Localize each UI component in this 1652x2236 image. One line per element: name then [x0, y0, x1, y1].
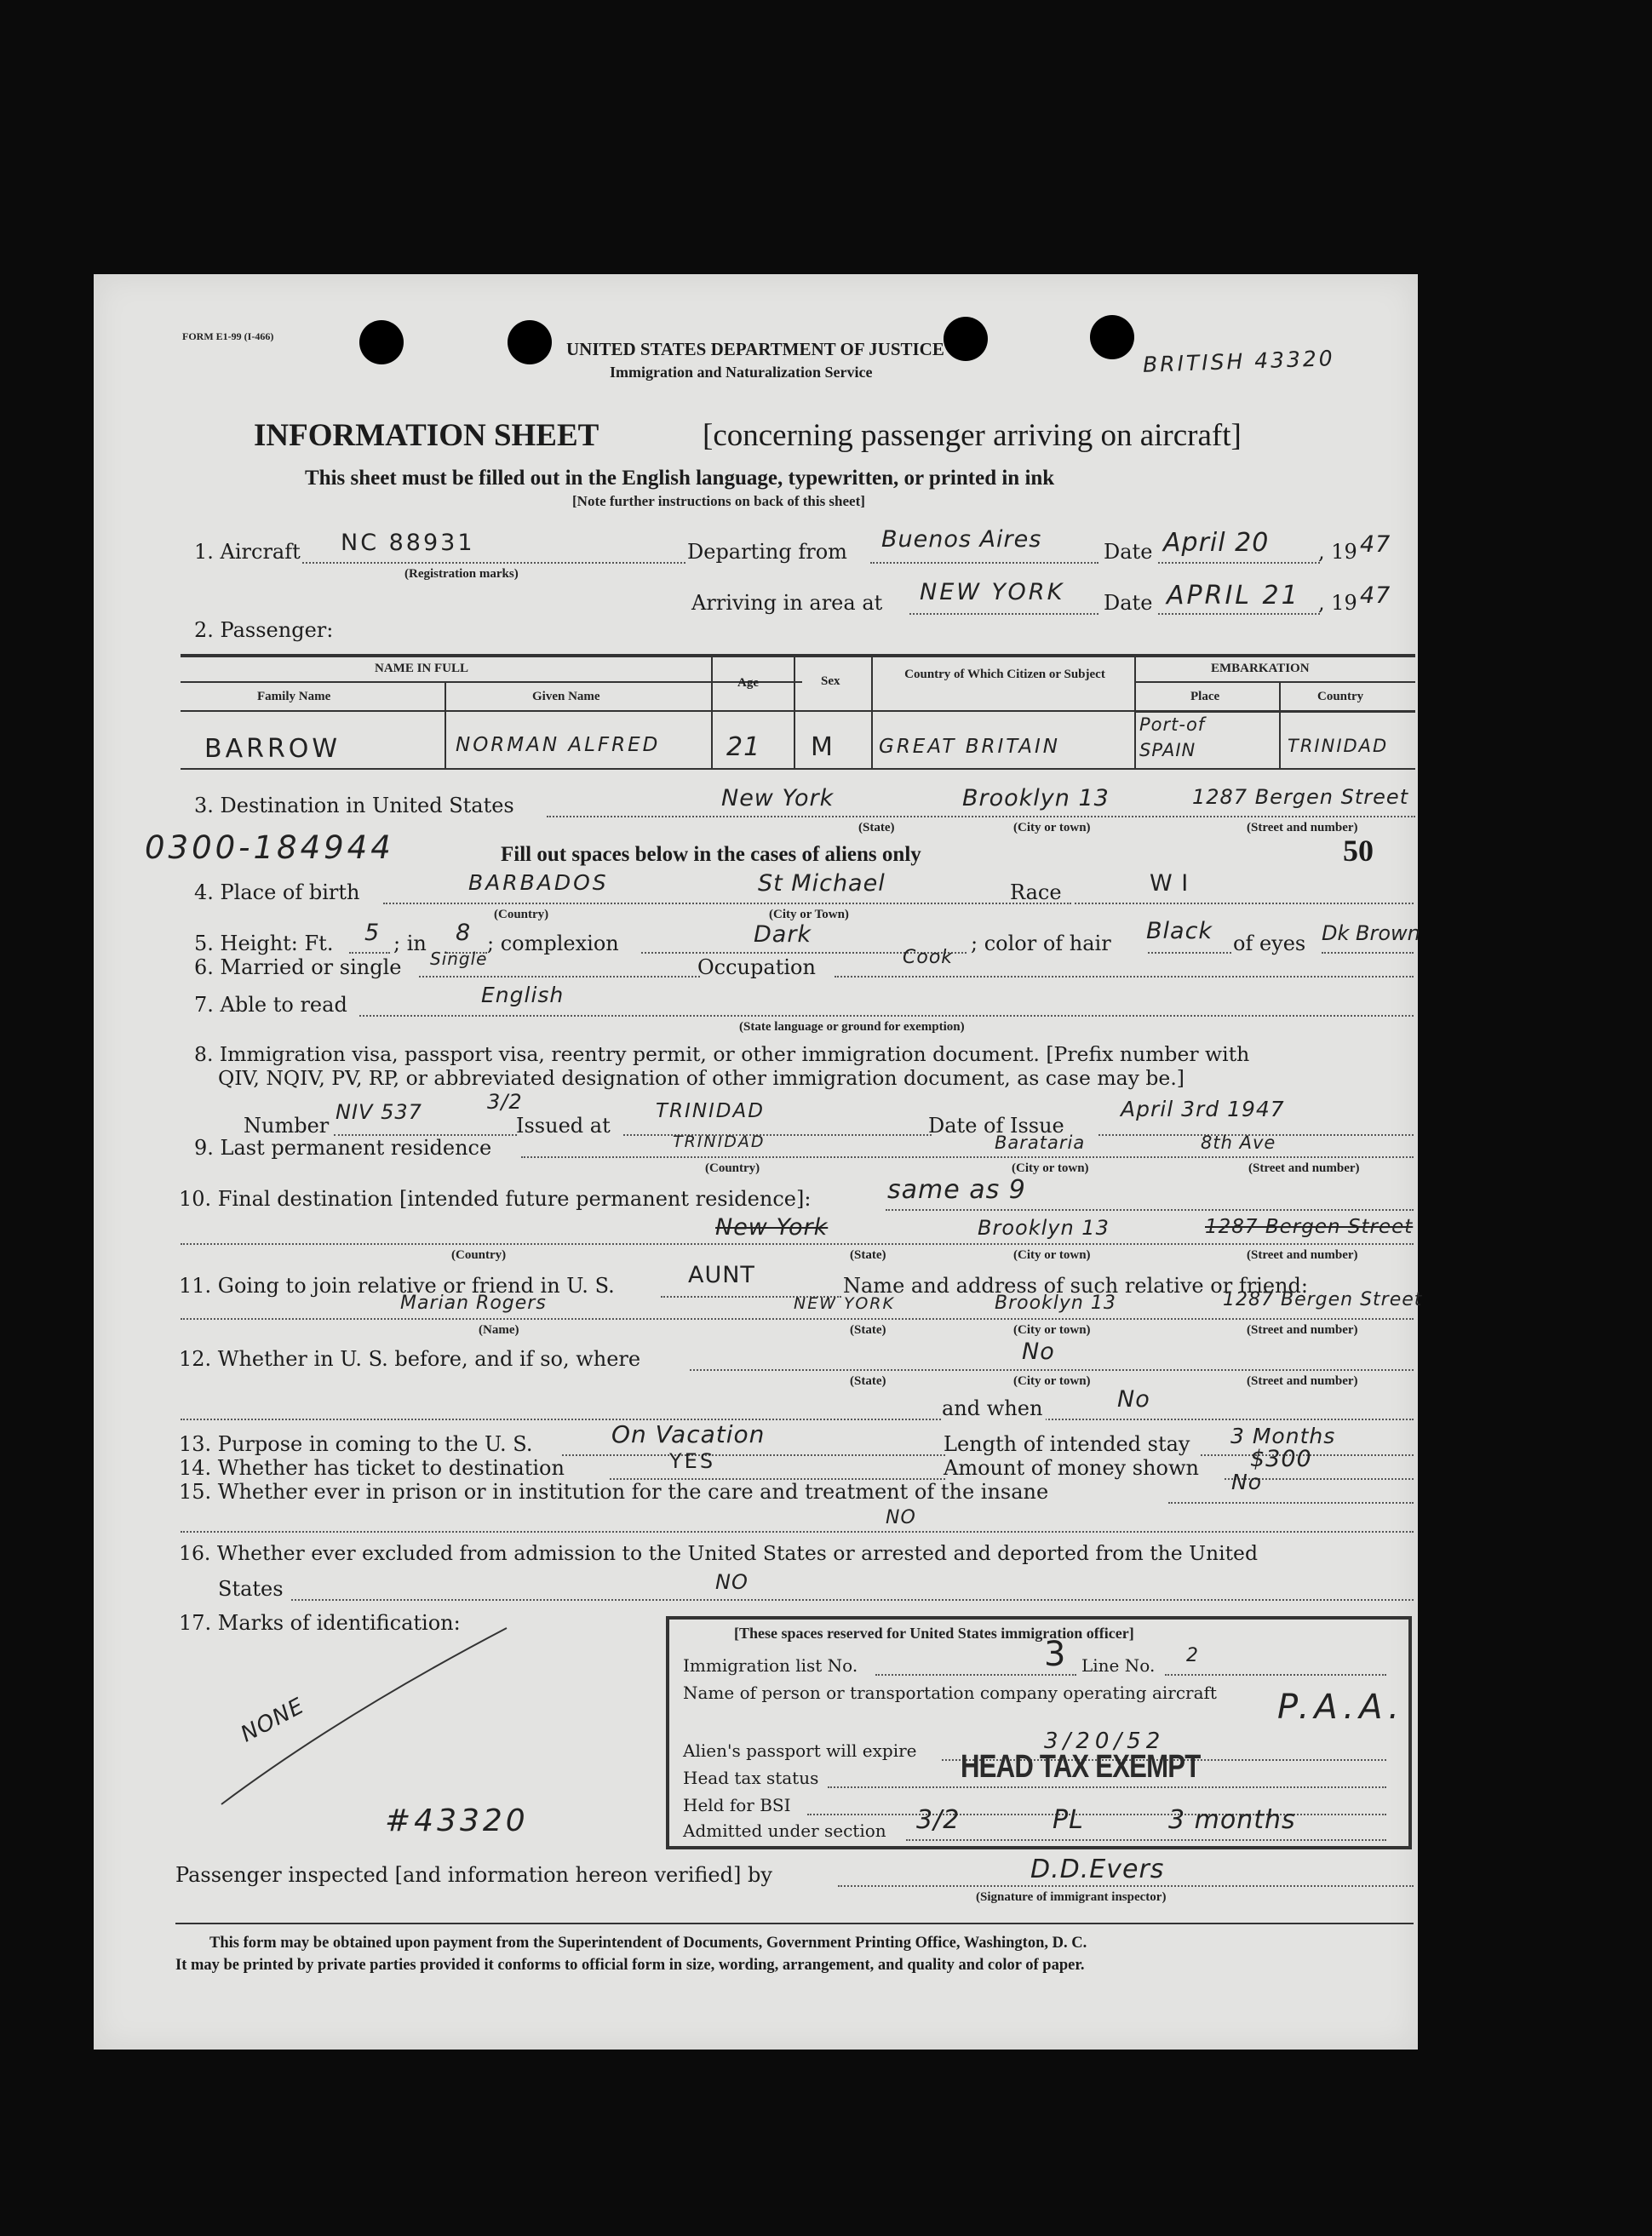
join-relative-label: 11. Going to join relative or friend in U. S. [179, 1274, 615, 1298]
visa-number-label: Number [244, 1114, 330, 1138]
ticket-value: YES [669, 1449, 716, 1473]
last-residence-country: TRINIDAD [673, 1132, 766, 1151]
eyes-value: Dk Brown [1322, 921, 1420, 945]
height-label: 5. Height: Ft. [194, 932, 334, 955]
service-name: Immigration and Naturalization Service [610, 364, 873, 381]
excluded-label-line1: 16. Whether ever excluded from admission to the United States or arrested and deported from the United [179, 1541, 1259, 1565]
relative-street: 1287 Bergen Street [1223, 1289, 1423, 1310]
arriving-value: NEW YORK [920, 579, 1065, 605]
destination-street: 1287 Bergen Street [1192, 785, 1409, 809]
complexion-label: ; complexion [487, 932, 619, 955]
issued-at-label: Issued at [516, 1114, 611, 1138]
birth-country: BARBADOS [468, 870, 609, 895]
form-subtitle: [concerning passenger arriving on aircraft] [703, 418, 1242, 453]
city-caption-9: (City or town) [1012, 1161, 1089, 1175]
instruction-note: [Note further instructions on back of this sheet] [572, 493, 865, 509]
relative-name: Marian Rogers [400, 1293, 547, 1314]
final-destination-city: Brooklyn 13 [978, 1216, 1110, 1240]
immigration-list-label: Immigration list No. [683, 1655, 858, 1676]
arrival-date-label: Date [1104, 591, 1153, 615]
punch-hole-icon [508, 320, 552, 364]
purpose-value: On Vacation [611, 1420, 766, 1448]
relative-city: Brooklyn 13 [995, 1293, 1116, 1314]
arrival-date-value: APRIL 21 [1167, 581, 1300, 611]
prison-value-2: NO [886, 1507, 916, 1528]
state-caption-11: (State) [850, 1323, 886, 1337]
footer-line2: It may be printed by private parties provided it conforms to official form in size, wording, arrangement, and quality and color of paper. [175, 1957, 1085, 1974]
visa-description-line2: QIV, NQIV, PV, RP, or abbreviated designation of other immigration document, as case may be.] [218, 1066, 1185, 1090]
able-to-read-value: English [481, 983, 565, 1007]
admitted-section-label: Admitted under section [683, 1820, 886, 1841]
arriving-label: Arriving in area at [691, 591, 883, 615]
visa-number-note: 3/2 [487, 1090, 523, 1114]
city-caption: (City or town) [1013, 821, 1091, 834]
hair-value: Black [1146, 918, 1213, 944]
operating-company-label: Name of person or transportation company operating aircraft [683, 1683, 1217, 1703]
aliens-only-heading: Fill out spaces below in the cases of aliens only [501, 843, 921, 866]
identification-value: NONE [237, 1693, 309, 1748]
embarkation-country-header: Country [1317, 690, 1364, 703]
age-cell: 21 [726, 732, 761, 762]
operating-company-value: P.A.A. [1277, 1688, 1404, 1727]
race-value: W I [1150, 870, 1190, 897]
occupation-value: Cook [903, 947, 954, 968]
excluded-label-line2: States [218, 1577, 284, 1601]
place-header: Place [1190, 690, 1220, 703]
age-header: Age [737, 676, 759, 690]
complexion-value: Dark [754, 921, 812, 948]
name-caption-11: (Name) [479, 1323, 519, 1337]
state-caption-10: (State) [850, 1248, 886, 1262]
passenger-label: 2. Passenger: [194, 618, 334, 642]
prison-value: No [1231, 1470, 1262, 1494]
line-number-label: Line No. [1081, 1655, 1156, 1676]
city-caption-11: (City or town) [1013, 1323, 1091, 1337]
money-value: $300 [1250, 1446, 1312, 1472]
money-label: Amount of money shown [944, 1456, 1199, 1480]
country-caption-9: (Country) [705, 1161, 760, 1175]
visa-description-line1: 8. Immigration visa, passport visa, reentry permit, or other immigration document. [Prefix number with [194, 1042, 1250, 1066]
name-in-full-header: NAME IN FULL [375, 662, 469, 675]
stay-label: Length of intended stay [944, 1432, 1190, 1456]
stamp-number: 50 [1343, 834, 1374, 868]
reference-number: #43320 [385, 1803, 529, 1838]
departure-date-value: April 20 [1163, 528, 1270, 558]
arrival-year-value: 47 [1360, 582, 1391, 609]
admitted-section-extra: PL [1053, 1805, 1084, 1835]
departing-label: Departing from [687, 540, 847, 564]
previous-visit-value: No [1022, 1339, 1055, 1365]
eyes-label: of eyes [1233, 932, 1306, 955]
stay-value: 3 Months [1230, 1424, 1336, 1448]
marital-value: Single [430, 949, 488, 969]
street-caption-11: (Street and number) [1247, 1323, 1358, 1337]
officer-box-title: [These spaces reserved for United States immigration officer] [734, 1625, 1134, 1642]
destination-state: New York [721, 785, 835, 811]
immigration-list-value: 3 [1044, 1635, 1067, 1674]
occupation-label: Occupation [697, 955, 816, 979]
passport-expiry-label: Alien's passport will expire [683, 1740, 917, 1761]
visa-number-value: NIV 537 [336, 1100, 422, 1124]
exemption-caption: (State language or ground for exemption) [739, 1020, 965, 1034]
destination-label: 3. Destination in United States [194, 794, 514, 817]
citizenship-header: Country of Which Citizen or Subject [904, 668, 1105, 681]
country-caption-10: (Country) [451, 1248, 507, 1262]
height-inches: 8 [456, 920, 472, 946]
alien-file-number: 0300-184944 [145, 829, 394, 866]
name-address-label: Name and address of such relative or friend: [843, 1274, 1308, 1298]
embarkation-country-cell: TRINIDAD [1288, 736, 1389, 756]
last-residence-label: 9. Last permanent residence [194, 1136, 492, 1160]
race-label: Race [1010, 880, 1062, 904]
street-caption-9: (Street and number) [1248, 1161, 1360, 1175]
embarkation-header: EMBARKATION [1211, 662, 1310, 675]
sex-header: Sex [821, 674, 840, 688]
city-caption-12: (City or town) [1013, 1374, 1091, 1388]
street-caption-12: (Street and number) [1247, 1374, 1358, 1388]
aircraft-label: 1. Aircraft [194, 540, 301, 564]
inches-label: ; in [393, 932, 427, 955]
punch-hole-icon [1090, 315, 1134, 359]
final-destination-label: 10. Final destination [intended future permanent residence]: [179, 1187, 812, 1211]
inspected-label: Passenger inspected [and information hereon verified] by [175, 1863, 772, 1887]
embarkation-place-cell: Port-of SPAIN [1139, 714, 1206, 760]
arrival-year-prefix: , 19 [1318, 591, 1357, 615]
departure-year-prefix: , 19 [1318, 540, 1357, 564]
handwritten-reference: BRITISH 43320 [1142, 346, 1336, 377]
signature-caption: (Signature of immigrant inspector) [976, 1890, 1167, 1904]
birthplace-label: 4. Place of birth [194, 880, 360, 904]
sex-cell: M [811, 732, 834, 762]
final-destination-value: same as 9 [887, 1175, 1026, 1205]
departure-year-value: 47 [1360, 531, 1391, 558]
able-to-read-label: 7. Able to read [194, 993, 347, 1017]
instruction-line: This sheet must be filled out in the English language, typewritten, or printed in ink [305, 467, 1055, 490]
state-caption: (State) [858, 821, 895, 834]
ticket-label: 14. Whether has ticket to destination [179, 1456, 565, 1480]
given-name-header: Given Name [532, 690, 600, 703]
aircraft-value: NC 88931 [341, 530, 475, 556]
family-name-cell: BARROW [204, 734, 341, 764]
when-label: and when [942, 1396, 1046, 1420]
excluded-value: NO [715, 1570, 749, 1594]
departure-date-label: Date [1104, 540, 1153, 564]
street-caption-10: (Street and number) [1247, 1248, 1358, 1262]
final-destination-state: New York [715, 1214, 829, 1241]
street-caption: (Street and number) [1247, 821, 1358, 834]
line-number-value: 2 [1186, 1645, 1199, 1666]
admitted-section-value: 3/2 [916, 1805, 961, 1835]
city-caption-4: (City or Town) [769, 908, 849, 921]
bsi-label: Held for BSI [683, 1795, 791, 1815]
last-residence-city: Barataria [995, 1132, 1086, 1153]
strike-line-icon [213, 1621, 519, 1817]
country-caption: (Country) [494, 908, 549, 921]
issue-date-label: Date of Issue [928, 1114, 1064, 1138]
passport-expiry-value: 3/20/52 [1044, 1729, 1166, 1754]
height-feet: 5 [364, 920, 381, 946]
join-relative-value: AUNT [688, 1262, 755, 1288]
relative-state: NEW YORK [794, 1294, 895, 1313]
information-sheet [94, 274, 1423, 2050]
marital-label: 6. Married or single [194, 955, 402, 979]
previous-visit-label: 12. Whether in U. S. before, and if so, where [179, 1347, 641, 1371]
destination-city: Brooklyn 13 [962, 785, 1110, 811]
form-title: INFORMATION SHEET [254, 418, 599, 453]
registration-caption: (Registration marks) [404, 567, 519, 581]
citizenship-cell: GREAT BRITAIN [879, 736, 1060, 758]
punch-hole-icon [944, 317, 988, 361]
prison-label: 15. Whether ever in prison or in institution for the care and treatment of the insane [179, 1480, 1049, 1504]
purpose-label: 13. Purpose in coming to the U. S. [179, 1432, 533, 1456]
when-value: No [1117, 1386, 1150, 1413]
final-destination-street: 1287 Bergen Street [1205, 1216, 1414, 1238]
inspector-signature: D.D.Evers [1030, 1855, 1165, 1884]
city-caption-10: (City or town) [1013, 1248, 1091, 1262]
last-residence-street: 8th Ave [1201, 1132, 1276, 1153]
issued-at-value: TRINIDAD [656, 1100, 765, 1122]
departing-value: Buenos Aires [881, 526, 1042, 553]
given-name-cell: NORMAN ALFRED [456, 734, 661, 756]
head-tax-label: Head tax status [683, 1768, 819, 1788]
issue-date-value: April 3rd 1947 [1121, 1097, 1285, 1121]
footer-line1: This form may be obtained upon payment from the Superintendent of Documents, Government Printing Office, Washington, D. C. [209, 1935, 1087, 1952]
punch-hole-icon [359, 320, 404, 364]
birth-city: St Michael [758, 870, 886, 897]
state-caption-12: (State) [850, 1374, 886, 1388]
hair-label: ; color of hair [971, 932, 1111, 955]
head-tax-stamp: HEAD TAX EXEMPT [961, 1749, 1201, 1785]
family-name-header: Family Name [257, 690, 331, 703]
form-number: FORM E1-99 (I-466) [182, 330, 274, 342]
admitted-duration: 3 months [1168, 1805, 1296, 1835]
department-name: UNITED STATES DEPARTMENT OF JUSTICE [566, 339, 944, 359]
identification-label: 17. Marks of identification: [179, 1611, 461, 1635]
